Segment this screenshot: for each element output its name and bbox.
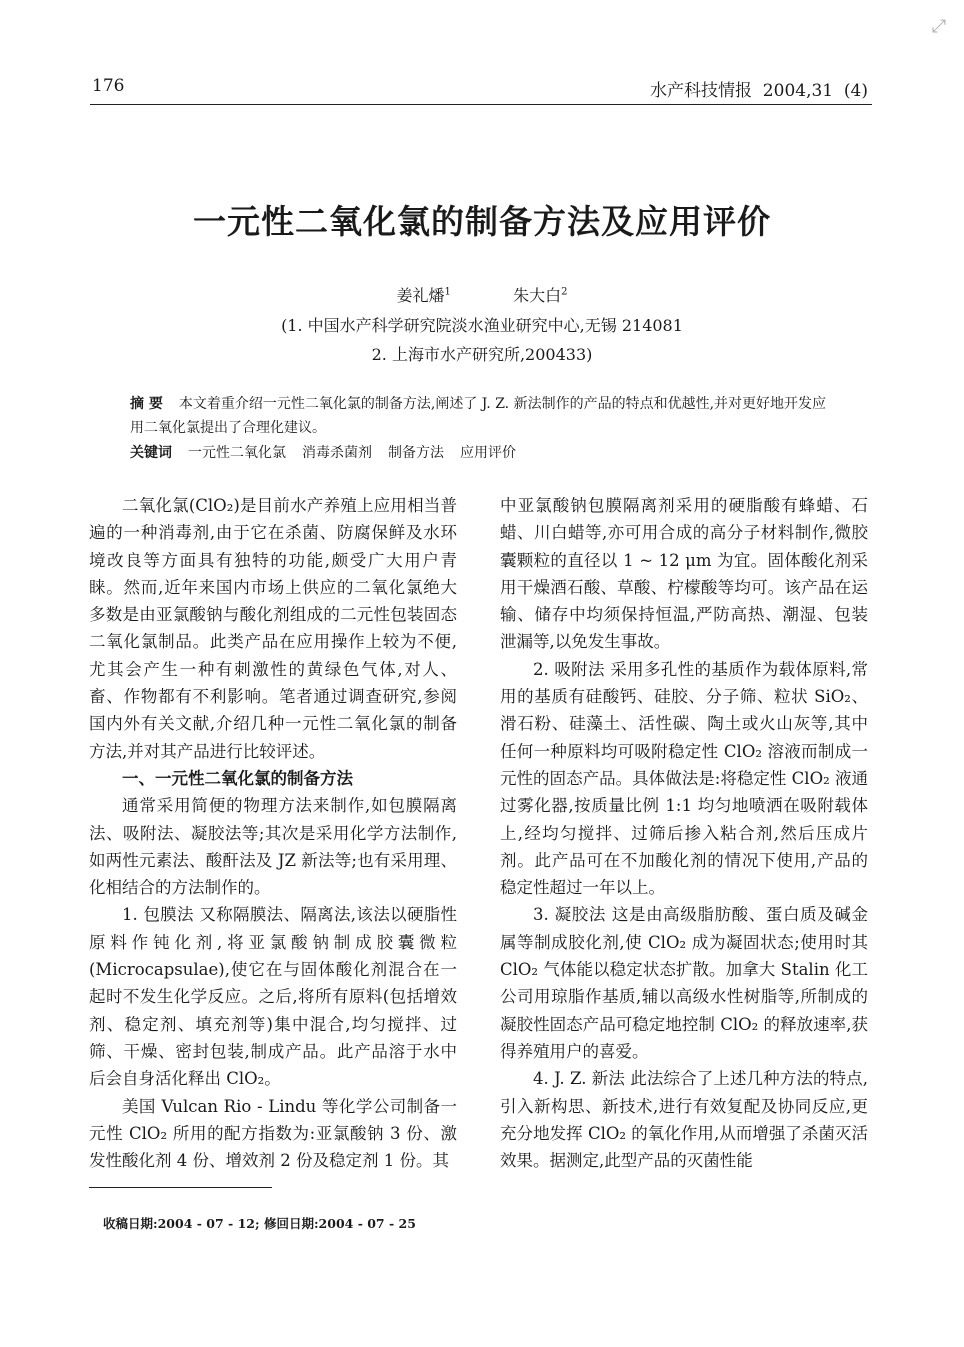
affiliation: (1. 中国水产科学研究院淡水渔业研究中心,无锡 214081 (281, 316, 683, 335)
footnote: 收稿日期:2004 - 07 - 12; 修回日期:2004 - 07 - 25 (103, 1216, 416, 1231)
keyword: 制备方法 (388, 445, 444, 461)
author-name: 朱大白 (513, 286, 562, 305)
author-superscript: 2 (561, 286, 568, 298)
keyword: 消毒杀菌剂 (302, 445, 372, 461)
section-heading: 一、一元性二氧化氯的制备方法 (122, 768, 353, 788)
journal-header: 水产科技情报 2004,31 (4) (650, 81, 868, 101)
abstract (130, 392, 830, 440)
article-title: 一元性二氧化氯的制备方法及应用评价 (193, 202, 771, 241)
page-number: 176 (92, 76, 125, 96)
keyword: 一元性二氧化氯 (188, 445, 286, 461)
footnote-rule (89, 1187, 272, 1188)
keyword: 应用评价 (460, 445, 516, 461)
body-paragraph: 通常采用简便的物理方法来制作,如包膜隔离法、吸附法、凝胶法等;其次是采用化学方法制作,如两性元素法、酸酐法及 JZ 新法等;也有采用理、化相结合的方法制作的。 (89, 796, 457, 898)
body-paragraph: 2. 吸附法 采用多孔性的基质作为载体原料,常用的基质有硅酸钙、硅胶、分子筛、粒状 SiO₂、滑石粉、硅藻土、活性碳、陶土或火山灰等,其中任何一种原料均可吸附稳定性 ClO₂ 溶液而制成一元性的固态产品。具体做法是:将稳定性 ClO₂ 液通过雾化器,按质量比例 1:1 均匀地喷洒在吸附载体上,经均匀搅拌、过筛后掺入粘合剂,然后压成片剂。此产品可在不加酸化剂的情况下使用,产品的稳定性超过一年以上。 (500, 659, 868, 898)
body-paragraph: 4. J. Z. 新法 此法综合了上述几种方法的特点,引入新构思、新技术,进行有效复配及协同反应,更充分地发挥 ClO₂ 的氧化作用,从而增强了杀菌灭活效果。据测定,此型产品的灭菌性能 (500, 1069, 868, 1171)
abstract-text: 本文着重介绍一元性二氧化氯的制备方法,阐述了 J. Z. 新法制作的产品的特点和优越性,并对更好地开发应用二氧化氯提出了合理化建议。 (130, 396, 827, 436)
body-paragraph: 3. 凝胶法 这是由高级脂肪酸、蛋白质及碱金属等制成胶化剂,使 ClO₂ 成为凝固状态;使用时其 ClO₂ 气体能以稳定状态扩散。加拿大 Stalin 化工公司用琼脂作基质,辅以高级水性树脂等,所制成的凝胶性固态产品可稳定地控制 ClO₂ 的释放速率,获得养殖用户的喜爱。 (500, 905, 868, 1061)
keywords-label: 关键词 (130, 445, 172, 461)
header-rule (90, 104, 872, 105)
left-column (89, 492, 457, 1174)
author-name: 姜礼燔 (396, 286, 445, 305)
body-paragraph: 二氧化氯(ClO₂)是目前水产养殖上应用相当普遍的一种消毒剂,由于它在杀菌、防腐保鲜及水环境改良等方面具有独特的功能,颇受广大用户青睐。然而,近年来国内市场上供应的二氧化氯绝大多数是由亚氯酸钠与酸化剂组成的二元性包装固态二氧化氯制品。此类产品在应用操作上较为不便,尤其会产生一种有刺激性的黄绿色气体,对人、畜、作物都有不利影响。笔者通过调查研究,参阅国内外有关文献,介绍几种一元性二氧化氯的制备方法,并对其产品进行比较评述。 (89, 496, 457, 761)
right-column (500, 492, 868, 1174)
body-paragraph: 1. 包膜法 又称隔膜法、隔离法,该法以硬脂性原料作钝化剂,将亚氯酸钠制成胶囊微粒(Microcapsulae),使它在与固体酸化剂混合在一起时不发生化学反应。之后,将所有原料(包括增效剂、稳定剂、填充剂等)集中混合,均匀搅拌、过筛、干燥、密封包装,制成产品。此产品溶于水中后会自身活化释出 ClO₂。 (89, 905, 457, 1089)
body-paragraph: 中亚氯酸钠包膜隔离剂采用的硬脂酸有蜂蜡、石蜡、川白蜡等,亦可用合成的高分子材料制作,微胶囊颗粒的直径以 1 ~ 12 μm 为宜。固体酸化剂采用干燥酒石酸、草酸、柠檬酸等均可。该产品在运输、储存中均须保持恒温,严防高热、潮湿、包装泄漏等,以免发生事故。 (500, 496, 868, 652)
expand-icon[interactable]: ⤢ (931, 16, 947, 37)
keywords (130, 441, 830, 465)
author-superscript: 1 (444, 286, 451, 298)
author-line (0, 283, 964, 306)
body-paragraph: 美国 Vulcan Rio - Lindu 等化学公司制备一元性 ClO₂ 所用的配方指数为:亚氯酸钠 3 份、激发性酸化剂 4 份、增效剂 2 份及稳定剂 1 份。其 (89, 1096, 457, 1171)
affiliation: 2. 上海市水产研究所,200433) (371, 345, 593, 364)
abstract-label: 摘 要 (130, 396, 163, 412)
